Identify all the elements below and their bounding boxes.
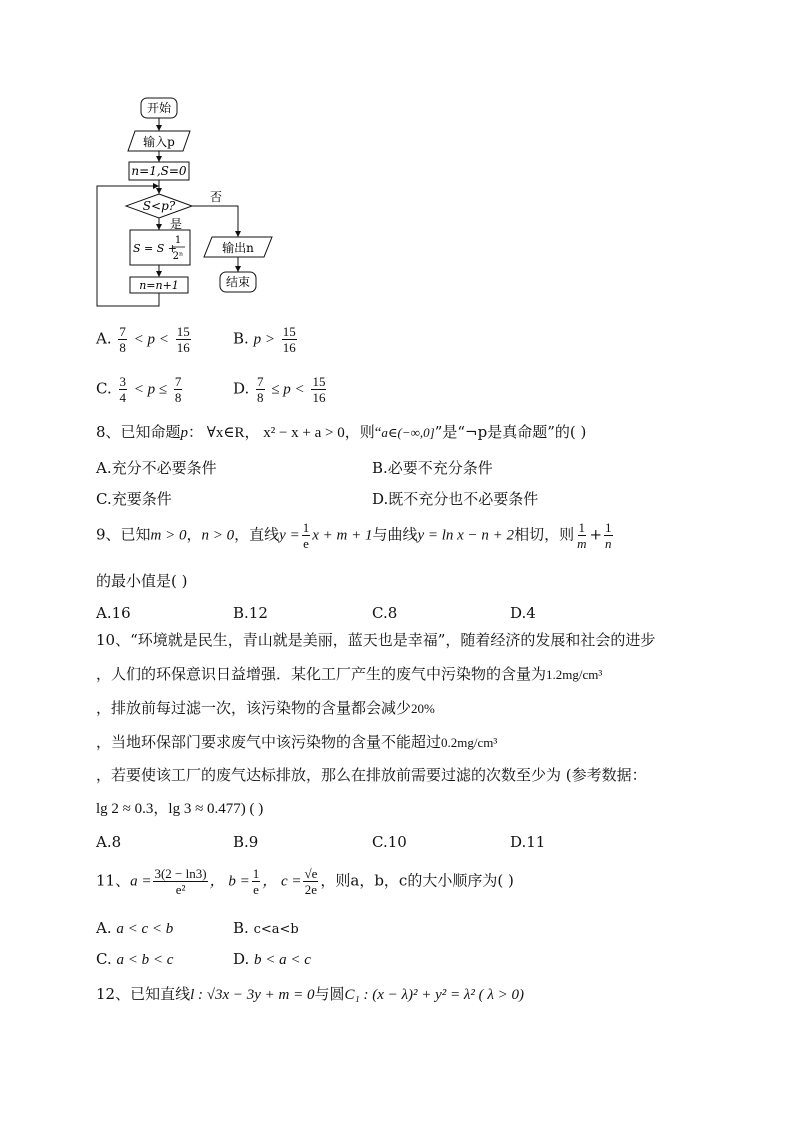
q9-option-b: B.12 <box>233 604 268 622</box>
q9-stem: 9、已知m > 0，n > 0，直线y = $\frac{1}{e}$ x + m + 1与曲线y = ln x − n + 2相切，则 $\frac{1}{m}$ + $\frac{1}{n}$ <box>96 520 612 551</box>
q10-line4: ，当地环保部门要求废气中该污染物的含量不能超过0.2mg/cm³ <box>96 733 498 751</box>
q10-line2: ，人们的环保意识日益增强．某化工厂产生的废气中污染物的含量为1.2mg/cm³ <box>96 665 603 683</box>
flowchart-no-label: 否 <box>210 190 223 204</box>
q8-option-d: D.既不充分也不必要条件 <box>372 490 539 508</box>
q8-option-b: B.必要不充分条件 <box>372 459 493 477</box>
q10-line5: ，若要使该工厂的废气达标排放，那么在排放前需要过滤的次数至少为 (参考数据： <box>96 766 647 784</box>
flowchart-end-label: 结束 <box>225 275 251 289</box>
flowchart-yes-label: 是 <box>170 217 183 231</box>
q12-stem: 12、已知直线l : √3x − 3y + m = 0与圆C₁ : (x − λ)² + y² = λ² ( λ > 0) <box>96 985 525 1003</box>
q9-option-c: C.8 <box>372 604 398 622</box>
q8-stem: 8、已知命题p： ∀x∈R， x² − x + a > 0，则“a∈(−∞,0]”是“¬p是真命题”的( ) <box>96 423 587 441</box>
q10-option-c: C.10 <box>372 833 407 851</box>
flowchart-update-num: 1 <box>174 235 182 246</box>
flowchart-increment-label: n=n+1 <box>139 279 179 292</box>
flowchart-condition-label: S<p? <box>142 199 176 213</box>
q10-line1: 10、“环境就是民生，青山就是美丽，蓝天也是幸福”，随着经济的发展和社会的进步 <box>96 631 656 649</box>
q10-option-a: A.8 <box>96 833 122 851</box>
q11-option-a: A. a < c < b <box>96 919 174 937</box>
q10-line3: ，排放前每过滤一次，该污染物的含量都会减少20% <box>96 699 435 717</box>
flowchart-input-label: 输入p <box>143 135 175 149</box>
q8-option-a: A.充分不必要条件 <box>96 459 217 477</box>
flowchart-init-label: n=1,S=0 <box>131 164 187 178</box>
q10-option-b: B.9 <box>233 833 259 851</box>
flowchart-start-label: 开始 <box>146 101 172 115</box>
q7-option-c: C. $\frac{3}{4}$ < p ≤ $\frac{7}{8}$ <box>96 374 182 405</box>
q11-option-d: D. b < a < c <box>233 950 311 968</box>
q11-stem: 11、a = $\frac{3(2 - \ln 3)}{\text{e²}}$ ， b = $\frac{1}{e}$ ， c = $\frac{√e}{2e}$ ，则a，b，c的大小顺序为( ) <box>96 866 514 897</box>
q10-option-d: D.11 <box>510 833 546 851</box>
q9-stem-line2: 的最小值是( ) <box>96 572 188 590</box>
flowchart-update-label: S = S + <box>133 242 177 255</box>
q10-line6: lg 2 ≈ 0.3，lg 3 ≈ 0.477) ( ) <box>96 801 264 817</box>
q7-option-b: B. p > $\frac{15}{16}$ <box>233 324 296 355</box>
q11-option-c: C. a < b < c <box>96 950 174 968</box>
q7-option-d: D. $\frac{7}{8}$ ≤ p < $\frac{15}{16}$ <box>233 374 326 405</box>
q9-option-d: D.4 <box>510 604 536 622</box>
flowchart-update-den: 2ⁿ <box>172 251 184 262</box>
q8-option-c: C.充要条件 <box>96 490 172 508</box>
q7-option-a: A. $\frac{7}{8}$ < p < $\frac{15}{16}$ <box>96 324 190 355</box>
q9-option-a: A.16 <box>96 604 131 622</box>
flowchart <box>90 90 290 315</box>
q11-option-b: B. c<a<b <box>233 919 299 937</box>
flowchart-output-label: 输出n <box>222 241 254 255</box>
